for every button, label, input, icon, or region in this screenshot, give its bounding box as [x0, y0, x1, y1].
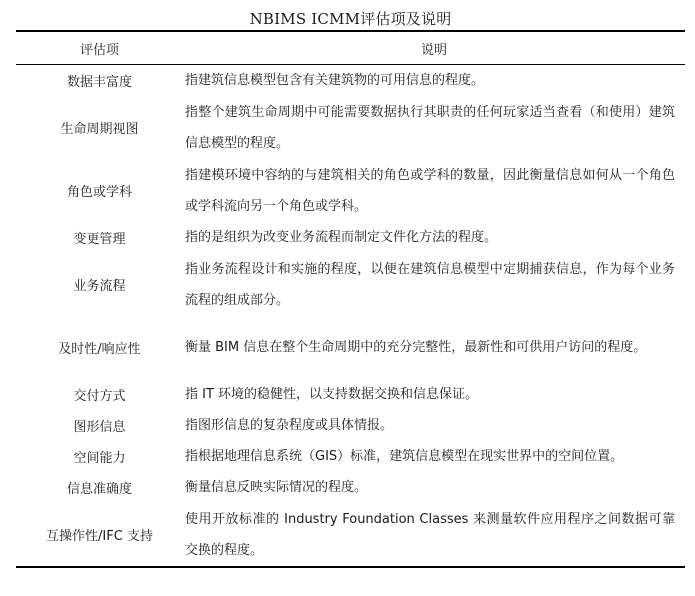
- table-row: [16, 441, 685, 472]
- table-row: [16, 159, 685, 222]
- table-row: [16, 472, 685, 503]
- header-description: 说明: [420, 42, 447, 58]
- table-row: [16, 316, 685, 379]
- table-row: [16, 222, 685, 253]
- table-row: [16, 503, 685, 567]
- row-description: 指整个建筑生命周期中可能需要数据执行其职责的任何玩家适当查看（和使用）建筑信息模型的程度。: [185, 104, 675, 151]
- header-item: 评估项: [79, 42, 119, 58]
- row-description: 指的是组织为改变业务流程而制定文件化方法的程度。: [185, 230, 498, 245]
- row-item: 互操作性/IFC 支持: [46, 529, 153, 544]
- row-item: 变更管理: [73, 232, 126, 247]
- row-description: 衡量 BIM 信息在整个生命周期中的充分完整性，最新性和可供用户访问的程度。: [185, 340, 647, 355]
- row-item: 角色或学科: [66, 185, 132, 200]
- row-description: 指 IT 环境的稳健性，以支持数据交换和信息保证。: [185, 387, 479, 402]
- row-description: 指业务流程设计和实施的程度，以便在建筑信息模型中定期捕获信息，作为每个业务流程的组成部分。: [185, 261, 675, 308]
- row-item: 图形信息: [73, 420, 126, 435]
- row-description: 使用开放标准的 Industry Foundation Classes 来测量软件应用程序之间数据可靠交换的程度。: [185, 511, 675, 558]
- table-title: NBIMS ICMM评估项及说明: [249, 10, 452, 28]
- evaluation-table: [16, 30, 685, 568]
- row-item: 及时性/响应性: [58, 342, 141, 357]
- row-description: 指建筑信息模型包含有关建筑物的可用信息的程度。: [185, 73, 485, 88]
- row-description: 指图形信息的复杂程度或具体情报。: [185, 418, 394, 433]
- row-item: 交付方式: [73, 389, 126, 404]
- row-item: 信息准确度: [66, 482, 132, 497]
- table-header-row: [16, 31, 685, 65]
- row-description: 指建模环境中容纳的与建筑相关的角色或学科的数量，因此衡量信息如何从一个角色或学科流向另一个角色或学科。: [185, 167, 675, 214]
- row-item: 业务流程: [73, 279, 126, 294]
- row-item: 数据丰富度: [66, 75, 132, 90]
- table-row: [16, 65, 685, 97]
- row-description: 指根据地理信息系统（GIS）标准，建筑信息模型在现实世界中的空间位置。: [185, 449, 624, 464]
- row-item: 空间能力: [73, 451, 126, 466]
- table-row: [16, 410, 685, 441]
- table-row: [16, 379, 685, 410]
- row-item: 生命周期视图: [60, 122, 139, 137]
- table-row: [16, 253, 685, 316]
- table-row: [16, 96, 685, 159]
- row-description: 衡量信息反映实际情况的程度。: [185, 480, 368, 495]
